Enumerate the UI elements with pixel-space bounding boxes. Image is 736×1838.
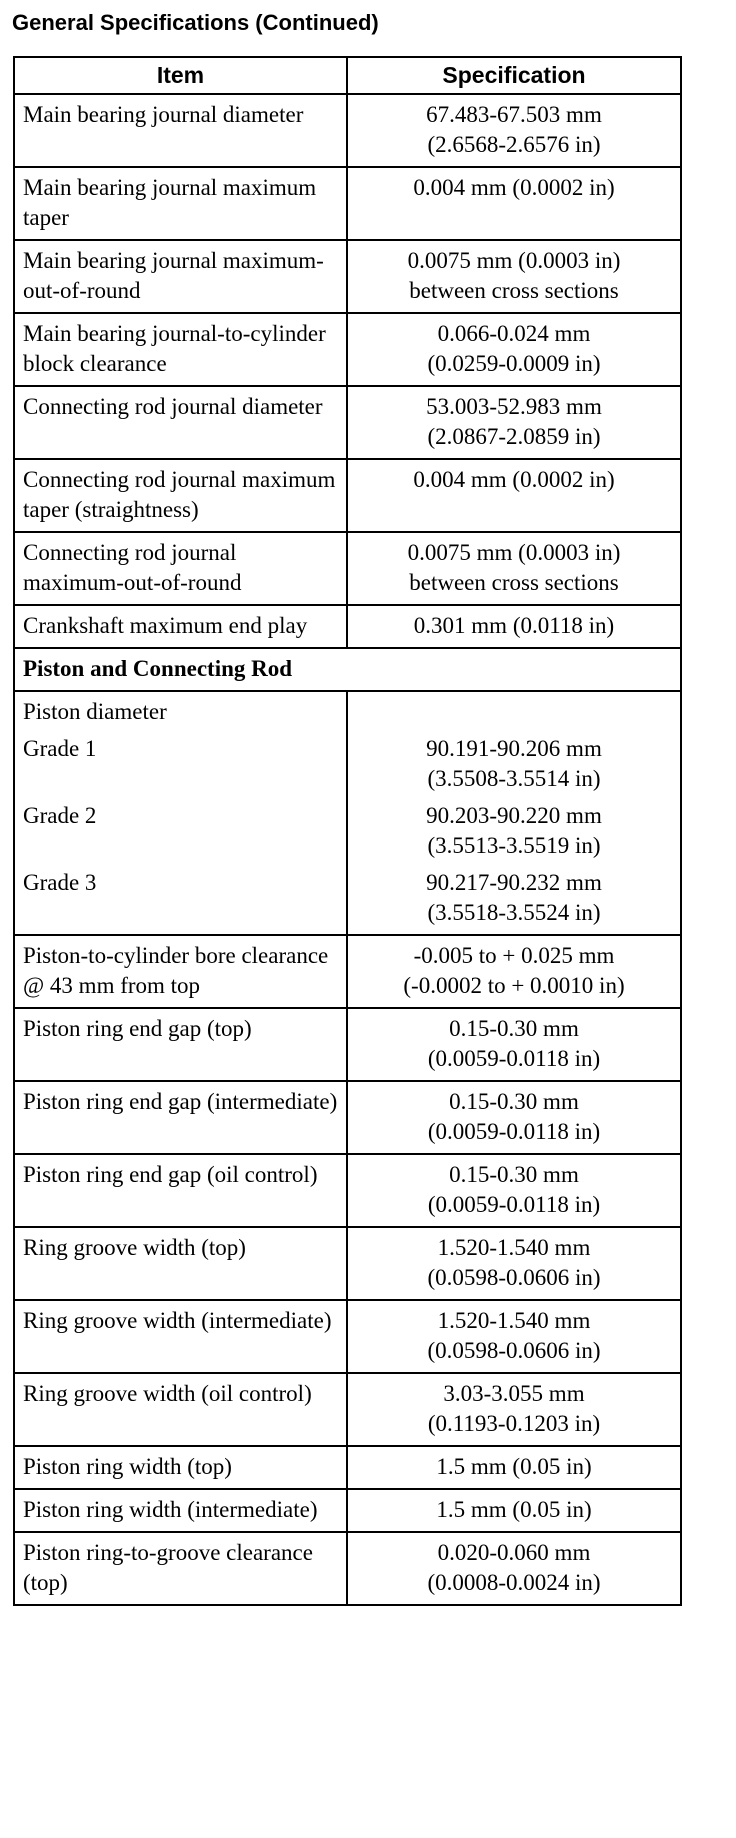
- table-row: [14, 167, 681, 240]
- table-body: [14, 94, 681, 1605]
- item-cell: Crankshaft maximum end play: [14, 605, 347, 648]
- table-row: [14, 1373, 681, 1446]
- specification-line: 0.15-0.30 mm: [449, 1016, 579, 1041]
- grade-specification: [356, 801, 672, 861]
- grade-specification: [356, 734, 672, 794]
- specification-cell: [347, 1373, 681, 1446]
- specification-line: 90.191-90.206 mm: [426, 736, 602, 761]
- column-header-specification: Specification: [347, 57, 681, 94]
- item-cell: Piston ring end gap (intermediate): [14, 1081, 347, 1154]
- table-row: [14, 1446, 681, 1489]
- specification-line: 90.203-90.220 mm: [426, 803, 602, 828]
- spacer: [23, 861, 338, 868]
- specification-line: 3.03-3.055 mm: [443, 1381, 585, 1406]
- spacer: [23, 898, 338, 928]
- specification-line: 0.15-0.30 mm: [449, 1162, 579, 1187]
- specification-line: 0.020-0.060 mm: [437, 1540, 591, 1565]
- specification-line: 1.5 mm (0.05 in): [436, 1454, 592, 1479]
- specification-line: 0.0075 mm (0.0003 in): [407, 248, 621, 273]
- item-cell: Main bearing journal diameter: [14, 94, 347, 167]
- table-row: [14, 1081, 681, 1154]
- grade-specification: [356, 868, 672, 928]
- item-cell: Piston ring end gap (oil control): [14, 1154, 347, 1227]
- table-row: [14, 532, 681, 605]
- table-row: [14, 313, 681, 386]
- spacer: [356, 861, 672, 868]
- item-cell: Main bearing journal maximum taper: [14, 167, 347, 240]
- spacer: [23, 727, 338, 734]
- specification-cell: [347, 386, 681, 459]
- item-cell: Main bearing journal maximum-out-of-round: [14, 240, 347, 313]
- grade-name: Grade 2: [23, 803, 97, 828]
- item-cell: [14, 691, 347, 935]
- item-cell: Connecting rod journal maximum taper (straightness): [14, 459, 347, 532]
- specification-line: (3.5513-3.5519 in): [427, 833, 601, 858]
- specification-line: (0.0598-0.0606 in): [427, 1338, 601, 1363]
- grade-name: Grade 3: [23, 870, 97, 895]
- specification-line: 0.0075 mm (0.0003 in): [407, 540, 621, 565]
- specification-line: (2.0867-2.0859 in): [427, 424, 601, 449]
- table-row: [14, 94, 681, 167]
- specification-cell: [347, 605, 681, 648]
- spacer: [23, 831, 338, 861]
- specification-line: (0.0059-0.0118 in): [427, 1192, 601, 1217]
- specification-line: 0.066-0.024 mm: [437, 321, 591, 346]
- table-row: [14, 1489, 681, 1532]
- grade-label: [23, 801, 338, 861]
- specification-line: 53.003-52.983 mm: [426, 394, 602, 419]
- spacer: [23, 794, 338, 801]
- item-cell: Piston ring width (intermediate): [14, 1489, 347, 1532]
- specification-line: (3.5508-3.5514 in): [427, 766, 601, 791]
- specification-cell: [347, 1227, 681, 1300]
- specification-line: (3.5518-3.5524 in): [427, 900, 601, 925]
- table-row: [14, 935, 681, 1008]
- specification-line: (-0.0002 to + 0.0010 in): [403, 973, 625, 998]
- table-row: [14, 1227, 681, 1300]
- spacer: [356, 697, 672, 727]
- specification-cell: [347, 167, 681, 240]
- specification-line: -0.005 to + 0.025 mm: [413, 943, 615, 968]
- specification-cell: [347, 935, 681, 1008]
- specification-cell: [347, 532, 681, 605]
- specification-cell: [347, 240, 681, 313]
- specification-line: 1.520-1.540 mm: [437, 1308, 591, 1333]
- table-row: [14, 1300, 681, 1373]
- specification-cell: [347, 459, 681, 532]
- specification-line: 0.004 mm (0.0002 in): [413, 175, 615, 200]
- specification-line: (0.0059-0.0118 in): [427, 1119, 601, 1144]
- specification-cell: [347, 1489, 681, 1532]
- item-cell: Ring groove width (oil control): [14, 1373, 347, 1446]
- item-cell: Connecting rod journal diameter: [14, 386, 347, 459]
- grade-name: Grade 1: [23, 736, 97, 761]
- specification-line: (0.0259-0.0009 in): [427, 351, 601, 376]
- section-row: [14, 648, 681, 691]
- specification-cell: [347, 94, 681, 167]
- specification-line: 0.301 mm (0.0118 in): [413, 613, 615, 638]
- grade-label: [23, 868, 338, 928]
- specification-line: (0.0598-0.0606 in): [427, 1265, 601, 1290]
- specification-line: 1.5 mm (0.05 in): [436, 1497, 592, 1522]
- table-row-piston-diameter: [14, 691, 681, 935]
- table-row: [14, 1008, 681, 1081]
- table-row: [14, 1532, 681, 1605]
- specification-cell: [347, 1446, 681, 1489]
- table-row: [14, 1154, 681, 1227]
- specification-cell: [347, 691, 681, 935]
- specification-cell: [347, 1154, 681, 1227]
- table-row: [14, 240, 681, 313]
- column-header-item: Item: [14, 57, 347, 94]
- item-cell: Main bearing journal-to-cylinder block clearance: [14, 313, 347, 386]
- specification-line: (0.1193-0.1203 in): [427, 1411, 601, 1436]
- spacer: [356, 794, 672, 801]
- specification-cell: [347, 1081, 681, 1154]
- specification-line: 90.217-90.232 mm: [426, 870, 602, 895]
- table-row: [14, 386, 681, 459]
- specification-line: 67.483-67.503 mm: [426, 102, 602, 127]
- piston-diameter-label: Piston diameter: [23, 699, 167, 724]
- specification-line: between cross sections: [409, 278, 619, 303]
- item-cell: Ring groove width (top): [14, 1227, 347, 1300]
- specification-cell: [347, 313, 681, 386]
- grade-label: [23, 734, 338, 794]
- spacer: [23, 764, 338, 794]
- specifications-table: [13, 56, 682, 1606]
- specification-line: 0.15-0.30 mm: [449, 1089, 579, 1114]
- specification-cell: [347, 1008, 681, 1081]
- spacer: [356, 727, 672, 734]
- specification-line: between cross sections: [409, 570, 619, 595]
- table-row: [14, 459, 681, 532]
- table-row: [14, 605, 681, 648]
- specification-cell: [347, 1532, 681, 1605]
- specification-line: (0.0008-0.0024 in): [427, 1570, 601, 1595]
- item-cell: Piston-to-cylinder bore clearance @ 43 mm from top: [14, 935, 347, 1008]
- page-title: General Specifications (Continued): [12, 10, 379, 35]
- specification-line: 0.004 mm (0.0002 in): [413, 467, 615, 492]
- item-cell: Piston ring-to-groove clearance (top): [14, 1532, 347, 1605]
- specification-line: 1.520-1.540 mm: [437, 1235, 591, 1260]
- item-cell: Piston ring width (top): [14, 1446, 347, 1489]
- section-title: Piston and Connecting Rod: [14, 648, 681, 691]
- specification-line: (2.6568-2.6576 in): [427, 132, 601, 157]
- item-cell: Connecting rod journal maximum-out-of-round: [14, 532, 347, 605]
- item-cell: Ring groove width (intermediate): [14, 1300, 347, 1373]
- specification-line: (0.0059-0.0118 in): [427, 1046, 601, 1071]
- table-header-row: [14, 57, 681, 94]
- item-cell: Piston ring end gap (top): [14, 1008, 347, 1081]
- specification-cell: [347, 1300, 681, 1373]
